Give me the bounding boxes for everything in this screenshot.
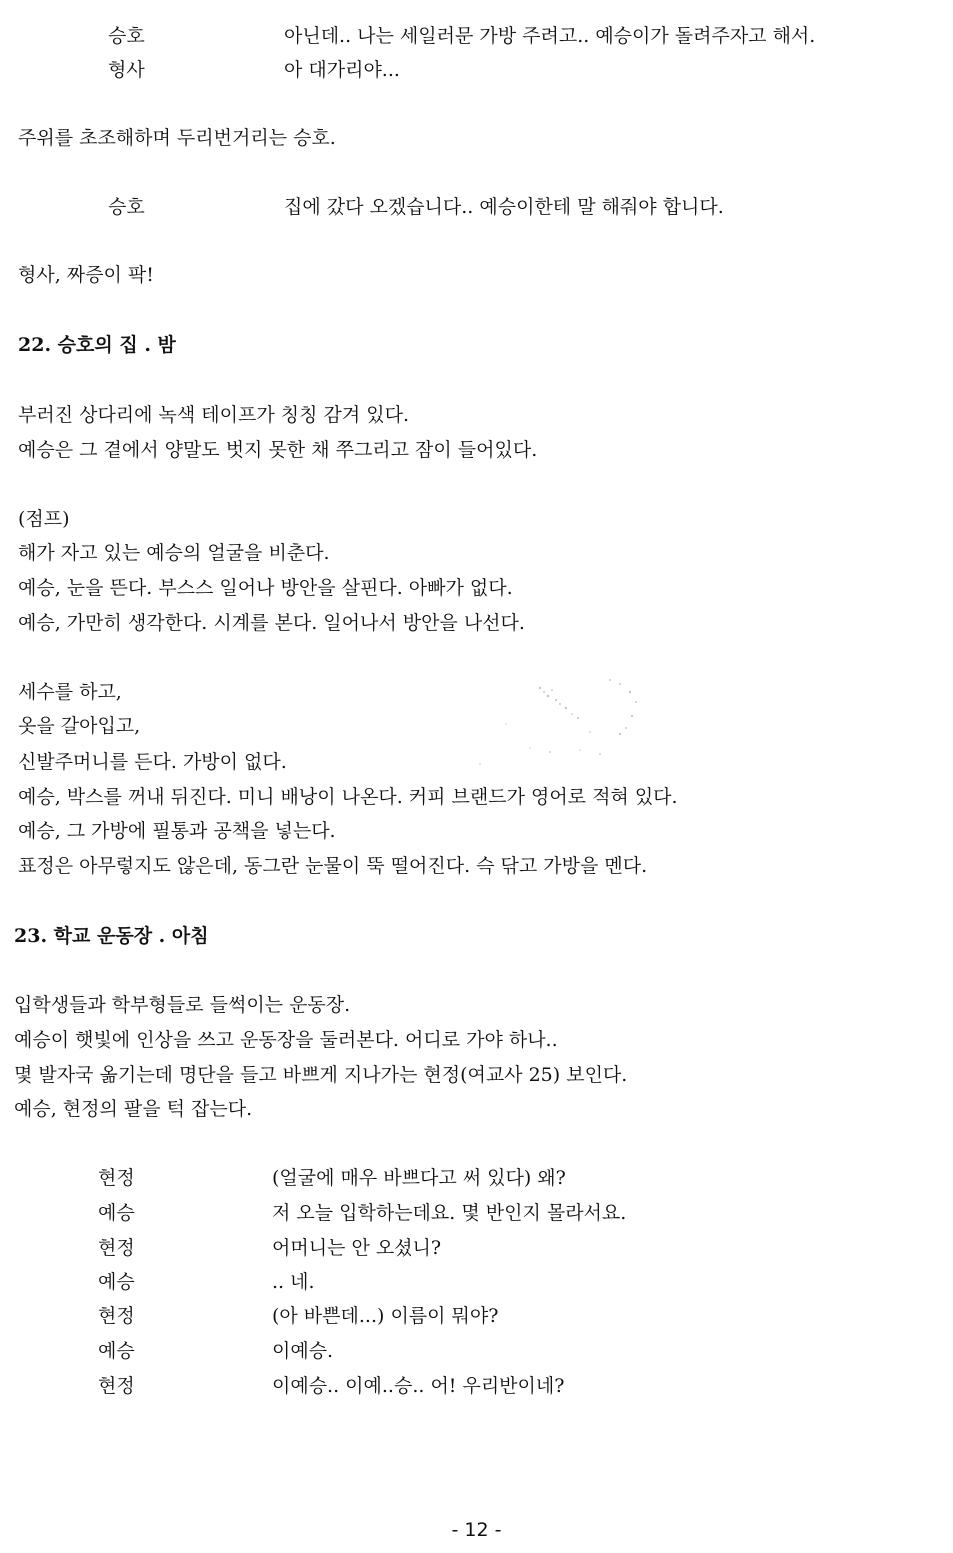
dialogue-line: 저 오늘 입학하는데요. 몇 반인지 몰라서요. — [272, 1202, 627, 1224]
action-line: 예승, 눈을 뜬다. 부스스 일어나 방안을 살핀다. 아빠가 없다. — [18, 577, 513, 599]
speaker-name: 현정 — [98, 1375, 135, 1397]
speaker-name: 예승 — [98, 1202, 135, 1224]
action-line: 몇 발자국 옮기는데 명단을 들고 바쁘게 지나가는 현정(여교사 25) 보인다. — [14, 1064, 628, 1086]
action-line: 예승, 현정의 팔을 턱 잡는다. — [14, 1098, 253, 1120]
action-line: 예승, 가만히 생각한다. 시계를 본다. 일어나서 방안을 나선다. — [18, 612, 525, 634]
speaker-name: 승호 — [108, 25, 145, 47]
action-line: 예승, 그 가방에 필통과 공책을 넣는다. — [18, 820, 336, 842]
speaker-name: 형사 — [108, 59, 145, 81]
speaker-name: 현정 — [98, 1237, 135, 1259]
action-line: 부러진 상다리에 녹색 테이프가 칭칭 감겨 있다. — [18, 404, 410, 426]
action-line: 형사, 짜증이 팍! — [18, 264, 154, 286]
speaker-name: 현정 — [98, 1305, 135, 1327]
action-line: 신발주머니를 든다. 가방이 없다. — [18, 751, 287, 773]
action-line: 예승이 햇빛에 인상을 쓰고 운동장을 둘러본다. 어디로 가야 하나.. — [14, 1029, 558, 1051]
action-line: 예승, 박스를 꺼내 뒤진다. 미니 배낭이 나온다. 커피 브랜드가 영어로 적혀 있다. — [18, 786, 678, 808]
speaker-name: 승호 — [108, 196, 145, 218]
dialogue-line: 아 대가리야... — [284, 59, 400, 81]
speaker-name: 예승 — [98, 1340, 135, 1362]
dialogue-line: 어머니는 안 오셨니? — [272, 1237, 442, 1259]
dialogue-line: 이예승.. 이예..승.. 어! 우리반이네? — [272, 1375, 565, 1397]
action-line: (점프) — [18, 508, 70, 530]
dialogue-line: 아닌데.. 나는 세일러문 가방 주려고.. 예승이가 돌려주자고 해서. — [284, 25, 816, 47]
dialogue-line: 집에 갔다 오겠습니다.. 예승이한테 말 해줘야 합니다. — [284, 196, 724, 218]
action-line: 표정은 아무렇지도 않은데, 동그란 눈물이 뚝 떨어진다. 슥 닦고 가방을 멘다. — [18, 855, 648, 877]
action-line: 주위를 초조해하며 두리번거리는 승호. — [18, 127, 336, 149]
dialogue-line: (얼굴에 매우 바쁘다고 써 있다) 왜? — [272, 1167, 566, 1189]
dialogue-line: .. 네. — [272, 1271, 315, 1293]
scan-smudge — [470, 668, 660, 778]
action-line: 세수를 하고, — [18, 681, 122, 703]
speaker-name: 예승 — [98, 1271, 135, 1293]
scene-heading: 23. 학교 운동장 . 아침 — [14, 925, 209, 947]
speaker-name: 현정 — [98, 1167, 135, 1189]
action-line: 예승은 그 곁에서 양말도 벗지 못한 채 쭈그리고 잠이 들어있다. — [18, 439, 538, 461]
action-line: 옷을 갈아입고, — [18, 715, 141, 737]
scene-heading: 22. 승호의 집 . 밤 — [18, 334, 176, 356]
action-line: 해가 자고 있는 예승의 얼굴을 비춘다. — [18, 542, 330, 564]
action-line: 입학생들과 학부형들로 들썩이는 운동장. — [14, 994, 351, 1016]
page-number: - 12 - — [451, 1519, 502, 1541]
dialogue-line: 이예승. — [272, 1340, 334, 1362]
dialogue-line: (아 바쁜데...) 이름이 뭐야? — [272, 1305, 499, 1327]
